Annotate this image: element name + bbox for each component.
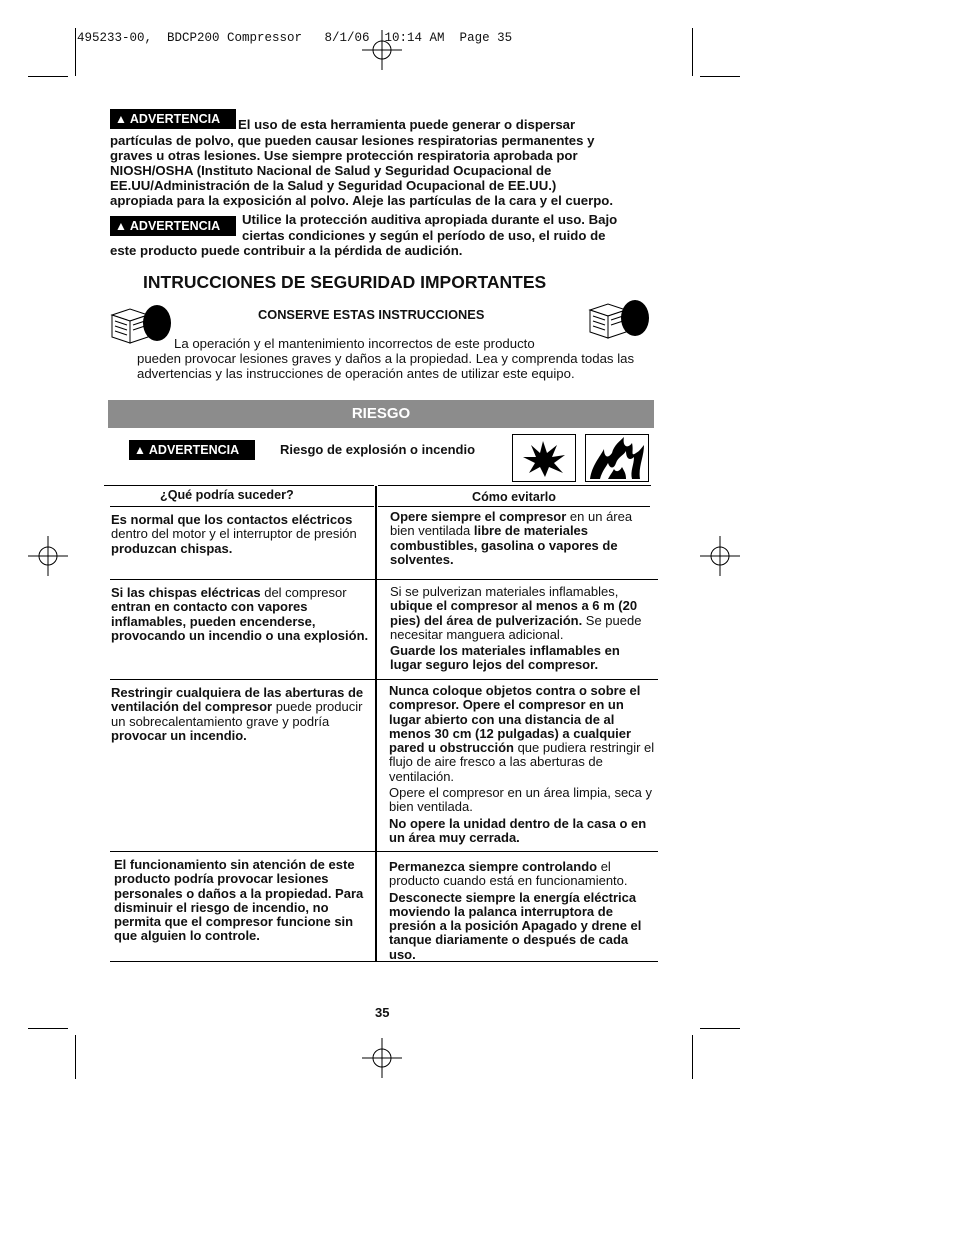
manual-reader-icon — [110, 303, 172, 347]
crop-mark — [75, 28, 76, 76]
cell-text-run: puede producir un sobrecalentamiento grave y podría — [111, 699, 363, 729]
table-top-rule — [104, 485, 374, 486]
cell-paragraph — [389, 817, 655, 846]
warning-text: NIOSH/OSHA (Instituto Nacional de Salud y Seguridad Ocupacional de — [110, 163, 552, 178]
cell-paragraph — [111, 586, 371, 643]
warning-badge-label: ADVERTENCIA — [129, 219, 221, 233]
riesgo-header: RIESGO — [108, 400, 654, 428]
section-title: INTRUCCIONES DE SEGURIDAD IMPORTANTES — [143, 272, 547, 292]
cell-text-run: No opere la unidad dentro de la casa o en un área muy cerrada. — [389, 815, 647, 845]
header-rule — [110, 506, 374, 507]
explosion-icon-box — [512, 434, 576, 482]
cell-text-run: Es normal que los contactos eléctricos — [111, 512, 353, 527]
warning-badge — [129, 440, 255, 460]
table-cell-how — [389, 684, 655, 847]
crop-mark — [692, 28, 693, 76]
warning-badge-label: ADVERTENCIA — [148, 443, 240, 457]
warning-triangle-icon: ▲ — [115, 219, 127, 233]
cell-text-run: provocar un incendio. — [111, 727, 247, 743]
cell-text-run: Si se pulverizan materiales inflamables, — [390, 584, 619, 599]
cell-text-run: produzcan chispas. — [111, 540, 233, 556]
table-cell-how — [390, 585, 652, 675]
cell-text-run: ubique el compresor al menos a 6 m (20 pies) del área de pulverización. — [390, 598, 638, 628]
fire-icon-box — [585, 434, 649, 482]
crop-mark — [700, 76, 740, 77]
cell-text-run: libre de materiales combustibles, gasolina o vapores de solventes. — [390, 523, 618, 567]
table-top-rule — [378, 485, 651, 486]
fire-icon — [586, 435, 647, 480]
cell-paragraph — [111, 513, 369, 556]
row-rule — [110, 679, 658, 680]
table-cell-what — [111, 513, 369, 558]
cell-text-run: entran en contacto con vapores inflamables, pueden encenderse, provocando un incendio o una explosión. — [111, 599, 369, 643]
cell-text-run: el producto cuando está en funcionamiento. — [389, 859, 628, 889]
warning-text: Utilice la protección auditiva apropiada durante el uso. Bajo — [242, 212, 618, 227]
cell-text-run: Guarde los materiales inflamables en lugar seguro lejos del compresor. — [390, 643, 620, 673]
warning-badge — [110, 216, 236, 236]
warning-text: EE.UU/Administración de la Salud y Seguridad Ocupacional de EE.UU.) — [110, 178, 557, 193]
warning-triangle-icon: ▲ — [134, 443, 146, 457]
cell-text-run: Si las chispas eléctricas — [111, 585, 261, 600]
cell-text-run: Opere el compresor en un área limpia, seca y bien ventilada. — [389, 785, 653, 815]
registration-mark-icon — [362, 30, 402, 70]
warning-text: este producto puede contribuir a la pérdida de audición. — [110, 243, 463, 258]
registration-mark-icon — [362, 1038, 402, 1078]
cell-text-run: que pudiera restringir el flujo de aire fresco a las aberturas de ventilación. — [389, 740, 655, 784]
crop-mark — [75, 1035, 76, 1079]
warning-text: partículas de polvo, que pueden causar lesiones respiratorias permanentes y — [110, 133, 595, 148]
crop-mark — [700, 1028, 740, 1029]
cell-text-run: Opere siempre el compresor — [390, 509, 567, 524]
header-rule — [378, 506, 650, 507]
cell-text-run: del compresor — [260, 585, 347, 600]
conserve-subtitle: CONSERVE ESTAS INSTRUCCIONES — [258, 307, 485, 322]
warning-text: ciertas condiciones y según el período de uso, el ruido de — [242, 228, 606, 243]
table-cell-how — [390, 510, 652, 569]
column-header-how: Cómo evitarlo — [472, 490, 556, 504]
cell-paragraph — [390, 510, 652, 567]
cell-paragraph — [114, 858, 374, 944]
warning-text: graves u otras lesiones. Use siempre protección respiratoria aprobada por — [110, 148, 578, 163]
cell-paragraph — [390, 585, 652, 642]
table-cell-what — [114, 858, 374, 946]
explosion-icon — [513, 435, 574, 480]
print-header: 495233-00, BDCP200 Compressor 8/1/06 10:14 AM Page 35 — [77, 31, 513, 45]
cell-text-run: Desconecte siempre la energía eléctrica moviendo la palanca interruptora de presión a la posición Apagado y drene el tanque diariamente o después de cada uso. — [389, 889, 642, 962]
row-rule — [110, 851, 658, 852]
cell-text-run: Nunca coloque objetos contra o sobre el compresor. Opere el compresor en un lugar abierto con una distancia de al menos 30 cm (12 pulgadas) a cualquier pared u obstrucción — [389, 683, 641, 756]
cell-text-run: dentro del motor y el interruptor de presión — [111, 526, 357, 542]
cell-paragraph — [389, 786, 655, 815]
row-rule — [110, 579, 658, 580]
intro-text: advertencias y las instrucciones de operación antes de utilizar este equipo. — [137, 366, 575, 381]
column-divider — [375, 486, 377, 962]
cell-paragraph — [389, 684, 655, 784]
registration-mark-icon — [28, 536, 68, 576]
warning-text: El uso de esta herramienta puede generar o dispersar — [238, 117, 576, 132]
crop-mark — [28, 76, 68, 77]
hazard-title: Riesgo de explosión o incendio — [280, 442, 476, 457]
cell-text-run: Permanezca siempre controlando — [389, 859, 598, 874]
intro-text: pueden provocar lesiones graves y daños a la propiedad. Lea y comprenda todas las — [137, 351, 635, 366]
column-header-what: ¿Qué podría suceder? — [160, 488, 294, 502]
registration-mark-icon — [700, 536, 740, 576]
cell-text-run: Se puede necesitar manguera adicional. — [390, 612, 642, 642]
table-cell-what — [111, 586, 371, 645]
warning-badge — [110, 109, 236, 129]
page-number: 35 — [375, 1005, 390, 1020]
cell-text-run: en un área bien ventilada — [390, 509, 633, 539]
warning-triangle-icon: ▲ — [115, 112, 127, 126]
crop-mark — [692, 1035, 693, 1079]
table-cell-what — [111, 686, 369, 745]
cell-paragraph — [390, 644, 652, 673]
warning-text: apropiada para la exposición al polvo. Aleje las partículas de la cara y el cuerpo. — [110, 193, 614, 208]
cell-text-run: Restringir cualquiera de las aberturas de ventilación del compresor — [111, 685, 364, 715]
cell-text-run: El funcionamiento sin atención de este producto podría provocar lesiones personales o daños a la propiedad. Para disminuir el riesgo de incendio, no permita que el compresor funcione sin que alguien lo controle. — [114, 857, 364, 944]
warning-badge-label: ADVERTENCIA — [129, 112, 221, 126]
cell-paragraph — [389, 860, 655, 889]
crop-mark — [28, 1028, 68, 1029]
cell-paragraph — [111, 686, 369, 743]
cell-paragraph — [389, 891, 655, 962]
intro-text: La operación y el mantenimiento incorrectos de este producto — [174, 336, 535, 351]
table-cell-how — [389, 860, 655, 964]
manual-reader-icon — [588, 298, 650, 342]
